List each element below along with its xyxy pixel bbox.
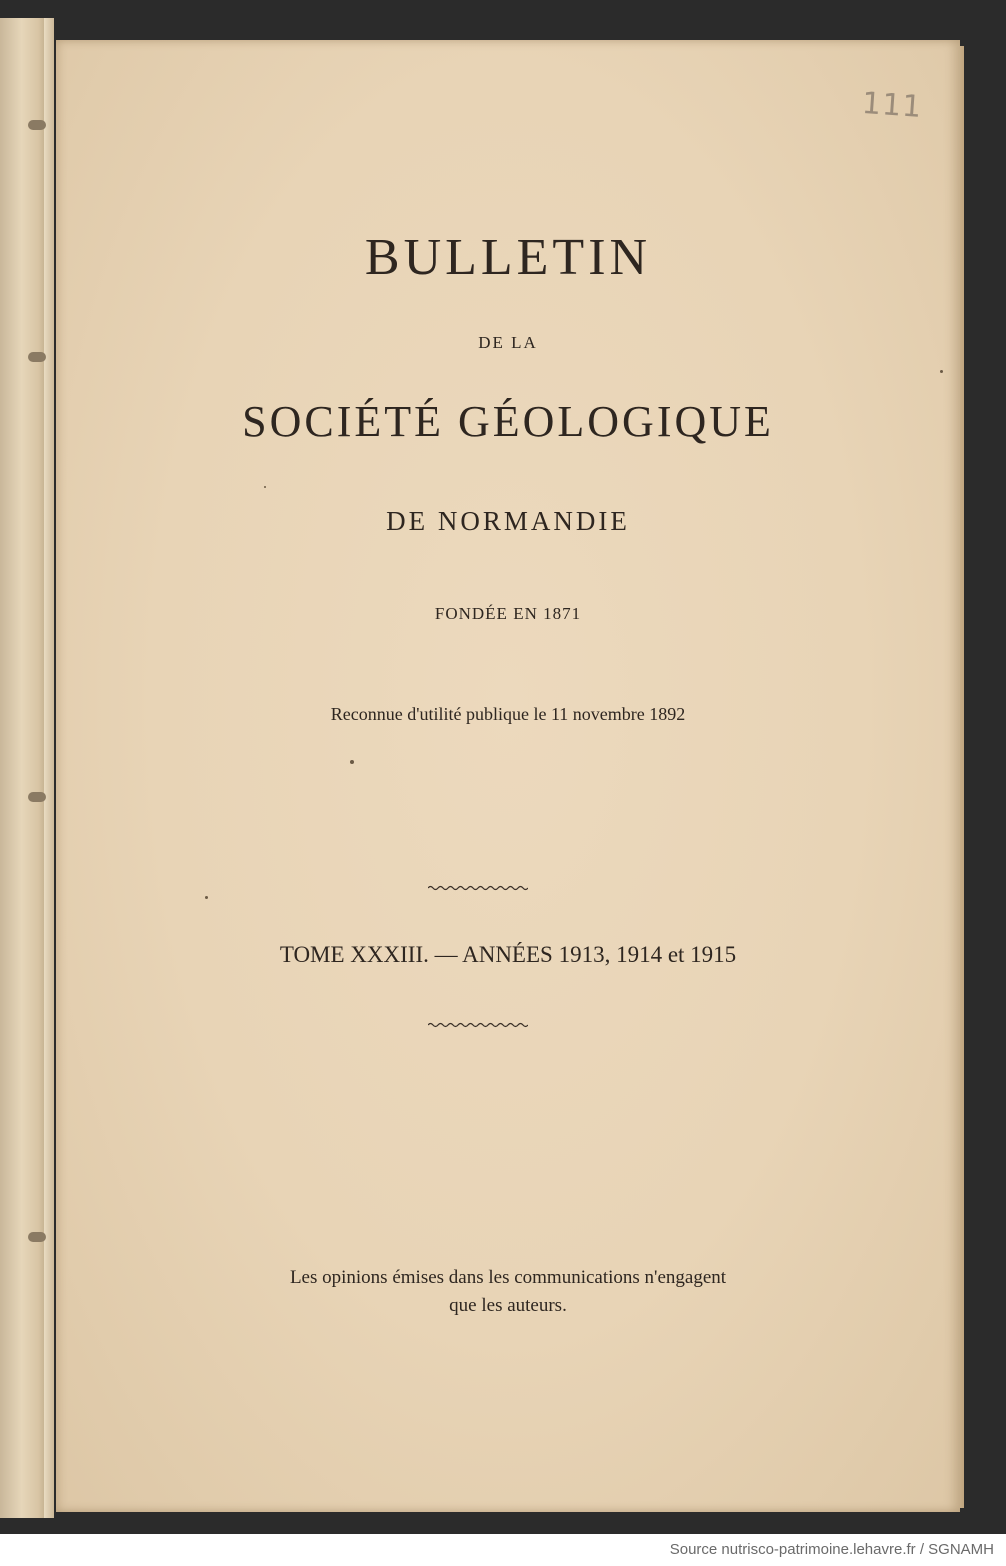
source-caption: Source nutrisco-patrimoine.lehavre.fr / SGNAMH xyxy=(669,1541,994,1558)
binding-stitch xyxy=(28,352,46,362)
ornamental-rule-bottom xyxy=(428,1021,528,1029)
binding-stitch xyxy=(28,792,46,802)
societe-geologique-title: SOCIÉTÉ GÉOLOGIQUE xyxy=(242,397,774,446)
disclaimer-line-2: que les auteurs. xyxy=(449,1295,567,1316)
de-normandie-text: DE NORMANDIE xyxy=(386,506,630,536)
paper-speck xyxy=(205,896,208,899)
paper-speck xyxy=(940,370,943,373)
tome-years-text: TOME XXXIII. — ANNÉES 1913, 1914 et 1915 xyxy=(279,942,737,967)
de-la-text: DE LA xyxy=(478,333,538,352)
binding-stitch xyxy=(28,120,46,130)
left-page-sliver xyxy=(0,18,48,1518)
ornamental-rule-top xyxy=(428,884,528,892)
left-page-edge xyxy=(44,18,54,1518)
pencil-annotation: 111 xyxy=(860,85,924,126)
bulletin-title: BULLETIN xyxy=(364,229,652,286)
disclaimer-text xyxy=(56,1264,960,1320)
founded-text: FONDÉE EN 1871 xyxy=(434,604,582,623)
recognition-text: Reconnue d'utilité publique le 11 novembre 1892 xyxy=(330,704,686,724)
disclaimer-line-1: Les opinions émises dans les communications n'engagent xyxy=(289,1267,727,1288)
paper-speck xyxy=(350,760,354,764)
binding-stitch xyxy=(28,1232,46,1242)
paper-speck xyxy=(264,486,266,488)
